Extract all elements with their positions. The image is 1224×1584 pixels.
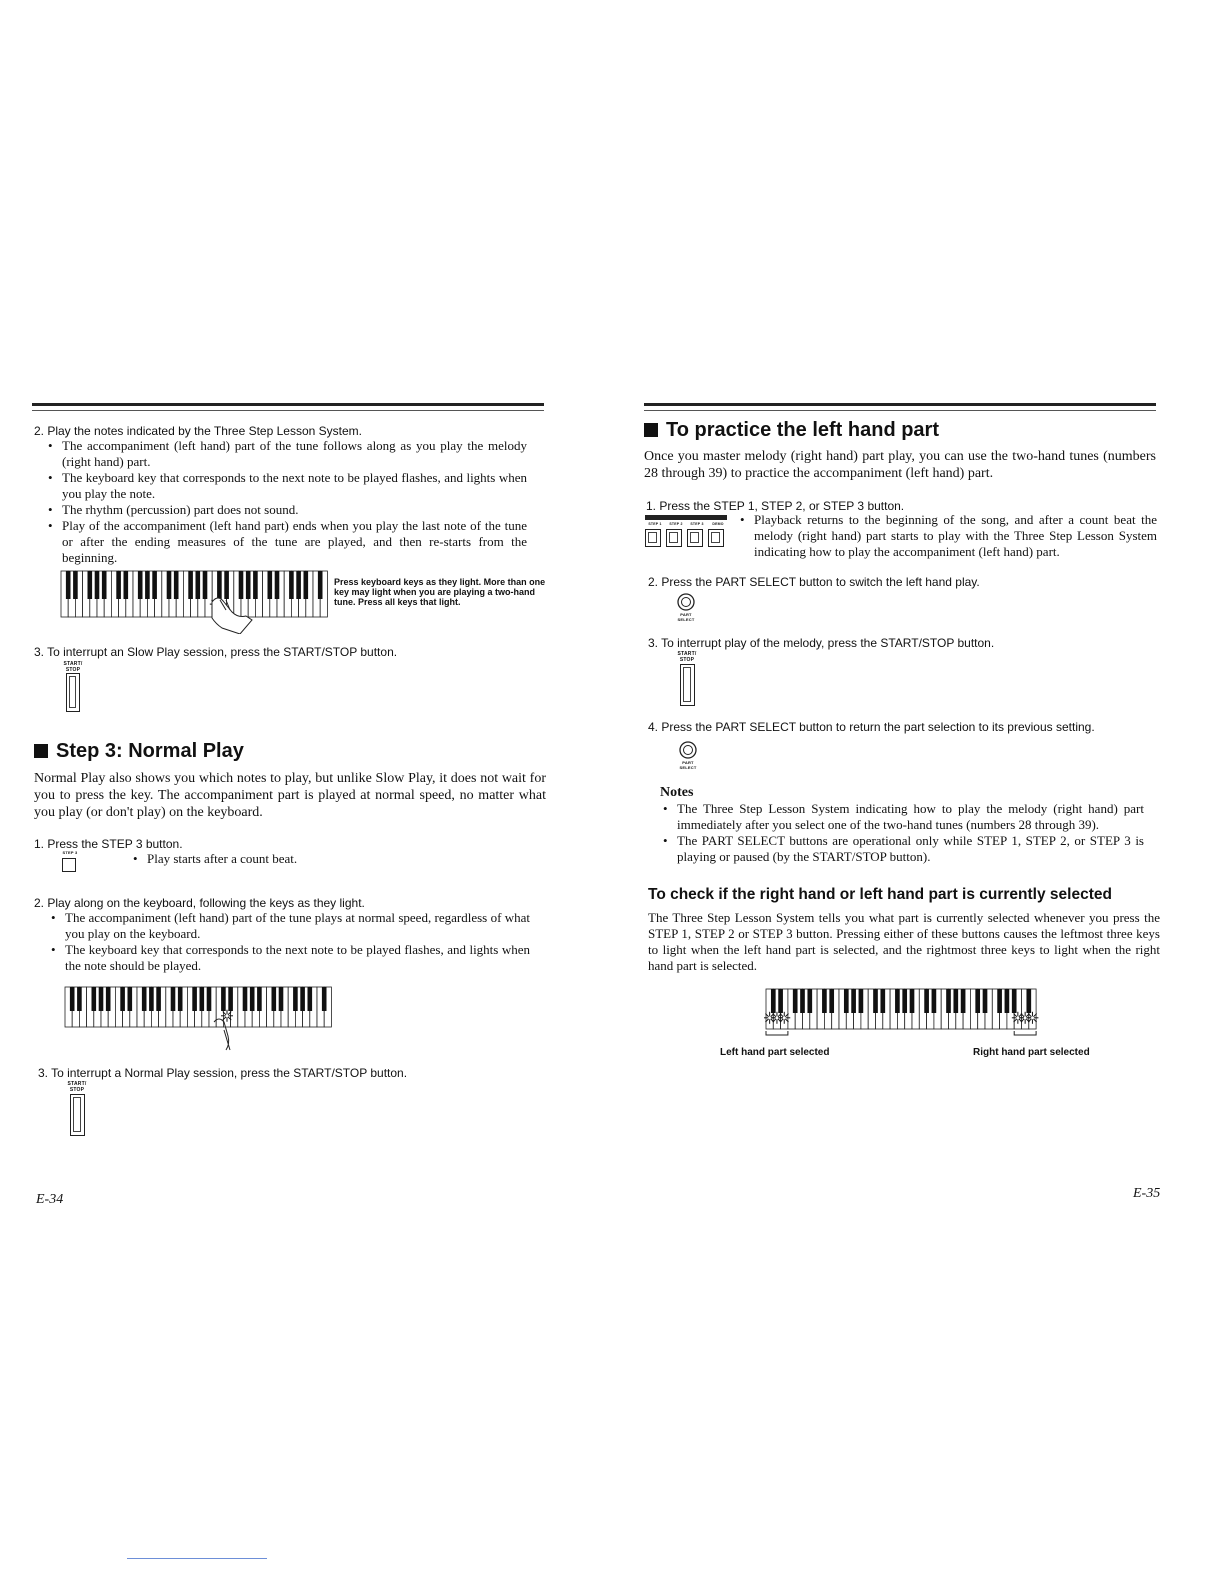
- step-2-label: STEP 2: [669, 522, 683, 526]
- black-key: [800, 989, 805, 1013]
- start-stop-button-1[interactable]: [62, 661, 84, 713]
- keyboard-illustration-1: [60, 570, 330, 634]
- keyboard-illustration-2: [64, 986, 334, 1056]
- start-stop-button-2[interactable]: [66, 1081, 88, 1137]
- demo-label: DEMO: [712, 522, 724, 526]
- black-key: [303, 571, 308, 599]
- normal-item-2-heading: 2. Play along on the keyboard, following the keys as they light.: [34, 896, 365, 910]
- right-item-3: 3. To interrupt play of the melody, press the START/STOP button.: [648, 636, 995, 650]
- black-key: [910, 989, 915, 1013]
- black-key: [859, 989, 864, 1013]
- black-key: [271, 987, 276, 1011]
- black-key: [873, 989, 878, 1013]
- black-key: [307, 987, 312, 1011]
- top-rule-left-thin: [32, 410, 544, 411]
- normal-item-1-bullet: [130, 851, 390, 867]
- step-3-button-label: STEP 3: [62, 850, 78, 855]
- normal-item-2-bullets: [48, 910, 530, 974]
- step-buttons-bar: [645, 515, 727, 520]
- black-key: [895, 989, 900, 1013]
- right-item-1: 1. Press the STEP 1, STEP 2, or STEP 3 button.: [646, 499, 905, 513]
- black-key: [253, 571, 258, 599]
- black-key: [91, 987, 96, 1011]
- page-number-left: E-34: [36, 1192, 64, 1207]
- start-stop-label: START/ STOP: [63, 661, 83, 673]
- black-key: [167, 571, 172, 599]
- black-key: [953, 989, 958, 1013]
- black-key: [279, 987, 284, 1011]
- bullet-item: • The accompaniment (left hand) part of the tune plays at normal speed, regardless of what you play on the keyboard.: [48, 910, 530, 942]
- black-key: [318, 571, 323, 599]
- keyboard-1-caption: Press keyboard keys as they light. More than one key may light when you are playing a two-hand tune. Press all keys that light.: [334, 577, 546, 607]
- notes-heading: Notes: [660, 785, 694, 800]
- left-hand-practice-intro: Once you master melody (right hand) part play, you can use the two-hand tunes (numbers 28 through 39) to practice the accompaniment (left hand) part.: [644, 449, 1156, 481]
- part-select-button-1[interactable]: [674, 592, 700, 622]
- black-key: [207, 987, 212, 1011]
- bullet-item: • Play of the accompaniment (left hand part) ends when you play the last note of the tune or after the ending measures of the tune are played, and then re-starts from the beginning.: [45, 518, 527, 566]
- black-key: [289, 571, 294, 599]
- black-key: [87, 571, 92, 599]
- start-stop-button-body[interactable]: [680, 664, 695, 706]
- black-key: [844, 989, 849, 1013]
- black-key: [246, 571, 251, 599]
- top-rule-right-thin: [644, 410, 1156, 411]
- normal-item-1: 1. Press the STEP 3 button.: [34, 837, 183, 851]
- start-stop-label: START/ STOP: [677, 651, 697, 663]
- step-1-label: STEP 1: [648, 522, 662, 526]
- black-key: [99, 987, 104, 1011]
- black-key: [771, 989, 776, 1013]
- black-key: [851, 989, 856, 1013]
- black-key: [975, 989, 980, 1013]
- black-key: [192, 987, 197, 1011]
- right-item-4: 4. Press the PART SELECT button to return the part selection to its previous setting.: [648, 720, 1095, 734]
- black-key: [127, 987, 132, 1011]
- step-3-button[interactable]: [687, 529, 703, 547]
- start-stop-label: START/ STOP: [67, 1081, 87, 1093]
- black-key: [778, 989, 783, 1013]
- start-stop-button-body[interactable]: [66, 673, 80, 712]
- black-key: [243, 987, 248, 1011]
- left-item-3-slow: 3. To interrupt an Slow Play session, press the START/STOP button.: [34, 645, 398, 659]
- demo-button[interactable]: [708, 529, 724, 547]
- black-key: [120, 987, 125, 1011]
- black-key: [217, 571, 222, 599]
- black-key: [174, 571, 179, 599]
- right-item-1-bullet: [737, 512, 1157, 560]
- black-key: [961, 989, 966, 1013]
- check-part-text: The Three Step Lesson System tells you what part is currently selected whenever you press the STEP 1, STEP 2 or STEP 3 button. Pressing either of these buttons causes the leftmost three keys to light when the left hand part is selected, and the rightmost three keys to light when the right hand part is selected.: [648, 910, 1160, 973]
- black-key: [902, 989, 907, 1013]
- black-key: [156, 987, 161, 1011]
- heading-square-icon: [34, 744, 48, 758]
- black-key: [1012, 989, 1017, 1013]
- part-select-button-2[interactable]: [676, 740, 702, 770]
- part-select-label: PART SELECT: [677, 612, 695, 622]
- top-rule-right: [644, 403, 1156, 406]
- step-buttons-group: [645, 515, 735, 551]
- black-key: [199, 987, 204, 1011]
- step-3-intro: Normal Play also shows you which notes to play, but unlike Slow Play, it does not wait for you to press the key. The accompaniment part is played at normal speed, no matter what you play (or don't play) on the keyboard.: [34, 771, 546, 820]
- black-key: [932, 989, 937, 1013]
- normal-item-3: 3. To interrupt a Normal Play session, press the START/STOP button.: [38, 1066, 408, 1080]
- notes-list: [660, 801, 1144, 865]
- black-key: [829, 989, 834, 1013]
- black-key: [66, 571, 71, 599]
- black-key: [250, 987, 255, 1011]
- step-1-button[interactable]: [645, 529, 661, 547]
- black-key: [1026, 989, 1031, 1013]
- black-key: [300, 987, 305, 1011]
- keyboard-illustration-3: [764, 988, 1044, 1044]
- top-rule-left: [32, 403, 544, 406]
- step-3-label: STEP 3: [690, 522, 704, 526]
- bottom-line-decoration: [127, 1558, 267, 1559]
- black-key: [95, 571, 100, 599]
- key-range-bracket: [766, 1031, 788, 1035]
- black-key: [203, 571, 208, 599]
- black-key: [822, 989, 827, 1013]
- black-key: [142, 987, 147, 1011]
- step-3-heading: Step 3: Normal Play: [34, 739, 244, 763]
- black-key: [275, 571, 280, 599]
- black-key: [1005, 989, 1010, 1013]
- heading-square-icon: [644, 423, 658, 437]
- black-key: [152, 571, 157, 599]
- black-key: [145, 571, 150, 599]
- left-item-2-bullets: [45, 438, 527, 566]
- step-3-button-body[interactable]: [62, 858, 76, 872]
- black-key: [188, 571, 193, 599]
- black-key: [77, 987, 82, 1011]
- note-item: • The PART SELECT buttons are operational only while STEP 1, STEP 2, or STEP 3 is playing or paused (by the START/STOP button).: [660, 833, 1144, 865]
- bullet-item: • Playback returns to the beginning of the song, and after a count beat the melody (right hand) part starts to play with the Three Step Lesson System indicating how to play the accompaniment (left hand) part.: [737, 512, 1157, 560]
- black-key: [195, 571, 200, 599]
- left-hand-selected-label: Left hand part selected: [720, 1047, 830, 1058]
- start-stop-button-3[interactable]: [676, 651, 698, 707]
- black-key: [997, 989, 1002, 1013]
- black-key: [807, 989, 812, 1013]
- right-item-2: 2. Press the PART SELECT button to switch the left hand play.: [648, 575, 980, 589]
- black-key: [257, 987, 262, 1011]
- black-key: [924, 989, 929, 1013]
- bullet-item: • The accompaniment (left hand) part of the tune follows along as you play the melody (right hand) part.: [45, 438, 527, 470]
- black-key: [983, 989, 988, 1013]
- black-key: [178, 987, 183, 1011]
- black-key: [123, 571, 128, 599]
- black-key: [224, 571, 229, 599]
- black-key: [228, 987, 233, 1011]
- black-key: [73, 571, 78, 599]
- start-stop-button-body[interactable]: [70, 1094, 85, 1136]
- black-key: [102, 571, 107, 599]
- black-key: [880, 989, 885, 1013]
- black-key: [138, 571, 143, 599]
- left-item-2-heading: 2. Play the notes indicated by the Three Step Lesson System.: [34, 424, 362, 438]
- black-key: [149, 987, 154, 1011]
- black-key: [946, 989, 951, 1013]
- bullet-item: • The keyboard key that corresponds to the next note to be played flashes, and lights when the note should be played.: [48, 942, 530, 974]
- black-key: [221, 987, 226, 1011]
- black-key: [70, 987, 75, 1011]
- check-part-heading: To check if the right hand or left hand part is currently selected: [648, 886, 1112, 903]
- black-key: [793, 989, 798, 1013]
- bullet-item: • Play starts after a count beat.: [130, 851, 390, 867]
- step-2-button[interactable]: [666, 529, 682, 547]
- black-key: [171, 987, 176, 1011]
- black-key: [293, 987, 298, 1011]
- black-key: [116, 571, 121, 599]
- black-key: [239, 571, 244, 599]
- black-key: [296, 571, 301, 599]
- bullet-item: • The keyboard key that corresponds to the next note to be played flashes, and lights when you play the note.: [45, 470, 527, 502]
- part-select-button-body[interactable]: [676, 740, 702, 760]
- black-key: [322, 987, 327, 1011]
- left-hand-practice-heading: To practice the left hand part: [644, 418, 939, 442]
- part-select-label: PART SELECT: [679, 760, 697, 770]
- black-key: [106, 987, 111, 1011]
- part-select-button-body[interactable]: [674, 592, 700, 612]
- note-item: • The Three Step Lesson System indicating how to play the melody (right hand) part immediately after you select one of the two-hand tunes (numbers 28 through 39).: [660, 801, 1144, 833]
- step-3-button[interactable]: [60, 850, 80, 874]
- black-key: [267, 571, 272, 599]
- bullet-item: • The rhythm (percussion) part does not sound.: [45, 502, 527, 518]
- key-range-bracket: [1014, 1031, 1036, 1035]
- page-number-right: E-35: [1133, 1186, 1161, 1201]
- right-hand-selected-label: Right hand part selected: [973, 1047, 1090, 1058]
